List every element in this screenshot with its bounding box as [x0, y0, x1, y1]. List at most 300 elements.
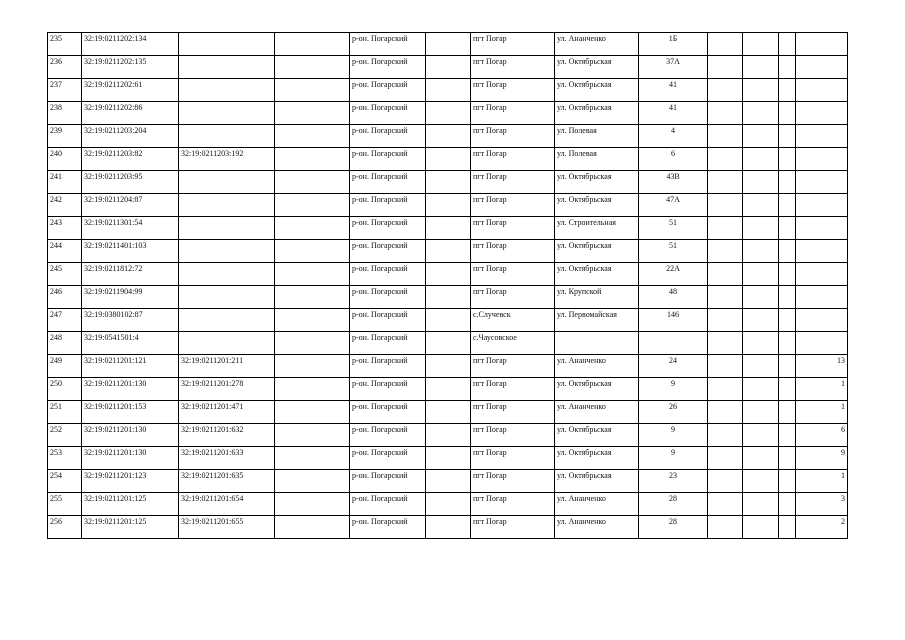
street-cell: ул. Ананченко	[555, 493, 639, 516]
extra-number-cell	[796, 125, 848, 148]
related-cadastral-number-cell	[179, 102, 275, 125]
locality-cell: пгт Погар	[471, 102, 555, 125]
cadastral-number-cell: 32:19:0211904:99	[82, 286, 179, 309]
empty-cell	[779, 125, 796, 148]
house-number-cell: 9	[639, 378, 708, 401]
empty-cell	[779, 355, 796, 378]
cadastral-number-cell: 32:19:0211203:204	[82, 125, 179, 148]
empty-cell	[275, 355, 350, 378]
locality-cell: пгт Погар	[471, 286, 555, 309]
table-row	[48, 148, 848, 171]
related-cadastral-number-cell	[179, 125, 275, 148]
empty-cell	[275, 424, 350, 447]
empty-cell	[779, 286, 796, 309]
house-number-cell: 24	[639, 355, 708, 378]
house-number-cell: 47А	[639, 194, 708, 217]
house-number-cell: 37А	[639, 56, 708, 79]
district-cell: р-он. Погарский	[350, 171, 426, 194]
related-cadastral-number-cell: 32:19:0211201:633	[179, 447, 275, 470]
empty-cell	[708, 194, 743, 217]
extra-number-cell: 2	[796, 516, 848, 539]
house-number-cell: 23	[639, 470, 708, 493]
cadastral-number-cell: 32:19:0211203:95	[82, 171, 179, 194]
empty-cell	[426, 424, 471, 447]
cadastral-number-cell: 32:19:0541501:4	[82, 332, 179, 355]
related-cadastral-number-cell: 32:19:0211201:632	[179, 424, 275, 447]
empty-cell	[779, 263, 796, 286]
empty-cell	[426, 286, 471, 309]
table-row	[48, 56, 848, 79]
empty-cell	[708, 217, 743, 240]
locality-cell: пгт Погар	[471, 401, 555, 424]
related-cadastral-number-cell	[179, 33, 275, 56]
district-cell: р-он. Погарский	[350, 79, 426, 102]
empty-cell	[426, 102, 471, 125]
locality-cell: пгт Погар	[471, 125, 555, 148]
empty-cell	[743, 56, 779, 79]
empty-cell	[426, 470, 471, 493]
street-cell: ул. Ананченко	[555, 355, 639, 378]
row-number-cell: 236	[48, 56, 82, 79]
related-cadastral-number-cell	[179, 240, 275, 263]
street-cell: ул. Ананченко	[555, 516, 639, 539]
district-cell: р-он. Погарский	[350, 355, 426, 378]
empty-cell	[743, 286, 779, 309]
related-cadastral-number-cell	[179, 217, 275, 240]
table-row	[48, 33, 848, 56]
table-row	[48, 516, 848, 539]
empty-cell	[743, 470, 779, 493]
empty-cell	[426, 401, 471, 424]
table-row	[48, 355, 848, 378]
house-number-cell: 43В	[639, 171, 708, 194]
empty-cell	[779, 447, 796, 470]
empty-cell	[743, 125, 779, 148]
house-number-cell: 41	[639, 102, 708, 125]
empty-cell	[708, 493, 743, 516]
extra-number-cell	[796, 56, 848, 79]
locality-cell: пгт Погар	[471, 447, 555, 470]
related-cadastral-number-cell	[179, 56, 275, 79]
locality-cell: с.Случевск	[471, 309, 555, 332]
house-number-cell: 41	[639, 79, 708, 102]
table-row	[48, 401, 848, 424]
empty-cell	[743, 263, 779, 286]
empty-cell	[708, 401, 743, 424]
extra-number-cell	[796, 79, 848, 102]
empty-cell	[743, 240, 779, 263]
empty-cell	[743, 401, 779, 424]
empty-cell	[275, 240, 350, 263]
row-number-cell: 246	[48, 286, 82, 309]
table-row	[48, 240, 848, 263]
cadastral-number-cell: 32:19:0211401:103	[82, 240, 179, 263]
empty-cell	[426, 194, 471, 217]
cadastral-number-cell: 32:19:0211201:130	[82, 447, 179, 470]
table-row	[48, 102, 848, 125]
locality-cell: пгт Погар	[471, 470, 555, 493]
extra-number-cell	[796, 102, 848, 125]
street-cell: ул. Октябрьская	[555, 194, 639, 217]
locality-cell: пгт Погар	[471, 424, 555, 447]
related-cadastral-number-cell: 32:19:0211201:654	[179, 493, 275, 516]
house-number-cell: 146	[639, 309, 708, 332]
empty-cell	[708, 332, 743, 355]
table-row	[48, 79, 848, 102]
empty-cell	[275, 401, 350, 424]
house-number-cell: 26	[639, 401, 708, 424]
locality-cell: пгт Погар	[471, 493, 555, 516]
cadastral-number-cell: 32:19:0211301:54	[82, 217, 179, 240]
extra-number-cell	[796, 309, 848, 332]
empty-cell	[708, 33, 743, 56]
house-number-cell: 9	[639, 447, 708, 470]
empty-cell	[743, 171, 779, 194]
extra-number-cell	[796, 286, 848, 309]
table-row	[48, 194, 848, 217]
district-cell: р-он. Погарский	[350, 516, 426, 539]
district-cell: р-он. Погарский	[350, 240, 426, 263]
empty-cell	[708, 424, 743, 447]
row-number-cell: 237	[48, 79, 82, 102]
cadastral-number-cell: 32:19:0211202:61	[82, 79, 179, 102]
district-cell: р-он. Погарский	[350, 309, 426, 332]
cadastral-number-cell: 32:19:0211204:87	[82, 194, 179, 217]
house-number-cell: 9	[639, 424, 708, 447]
empty-cell	[275, 79, 350, 102]
empty-cell	[708, 79, 743, 102]
empty-cell	[743, 424, 779, 447]
empty-cell	[743, 148, 779, 171]
empty-cell	[779, 309, 796, 332]
house-number-cell: 4	[639, 125, 708, 148]
empty-cell	[743, 33, 779, 56]
street-cell: ул. Ананченко	[555, 401, 639, 424]
row-number-cell: 256	[48, 516, 82, 539]
empty-cell	[275, 217, 350, 240]
empty-cell	[743, 493, 779, 516]
empty-cell	[708, 125, 743, 148]
row-number-cell: 251	[48, 401, 82, 424]
empty-cell	[743, 378, 779, 401]
district-cell: р-он. Погарский	[350, 332, 426, 355]
empty-cell	[275, 263, 350, 286]
empty-cell	[743, 309, 779, 332]
empty-cell	[708, 286, 743, 309]
empty-cell	[779, 217, 796, 240]
district-cell: р-он. Погарский	[350, 102, 426, 125]
table-row	[48, 424, 848, 447]
row-number-cell: 242	[48, 194, 82, 217]
extra-number-cell	[796, 171, 848, 194]
empty-cell	[426, 447, 471, 470]
empty-cell	[275, 309, 350, 332]
locality-cell: пгт Погар	[471, 79, 555, 102]
extra-number-cell	[796, 148, 848, 171]
cadastral-number-cell: 32:19:0211201:125	[82, 516, 179, 539]
row-number-cell: 248	[48, 332, 82, 355]
house-number-cell: 6	[639, 148, 708, 171]
table-row	[48, 217, 848, 240]
empty-cell	[275, 493, 350, 516]
cadastral-number-cell: 32:19:0211812:72	[82, 263, 179, 286]
table-row	[48, 171, 848, 194]
locality-cell: пгт Погар	[471, 171, 555, 194]
extra-number-cell: 1	[796, 378, 848, 401]
empty-cell	[708, 309, 743, 332]
empty-cell	[779, 102, 796, 125]
row-number-cell: 252	[48, 424, 82, 447]
street-cell: ул. Крупской	[555, 286, 639, 309]
related-cadastral-number-cell	[179, 79, 275, 102]
empty-cell	[275, 286, 350, 309]
empty-cell	[779, 33, 796, 56]
table-row	[48, 470, 848, 493]
empty-cell	[743, 447, 779, 470]
related-cadastral-number-cell	[179, 286, 275, 309]
house-number-cell: 28	[639, 516, 708, 539]
house-number-cell	[639, 332, 708, 355]
row-number-cell: 247	[48, 309, 82, 332]
empty-cell	[779, 424, 796, 447]
street-cell: ул. Полевая	[555, 125, 639, 148]
row-number-cell: 249	[48, 355, 82, 378]
empty-cell	[743, 332, 779, 355]
district-cell: р-он. Погарский	[350, 424, 426, 447]
extra-number-cell: 3	[796, 493, 848, 516]
empty-cell	[743, 79, 779, 102]
empty-cell	[426, 148, 471, 171]
locality-cell: с.Чаусовское	[471, 332, 555, 355]
street-cell: ул. Полевая	[555, 148, 639, 171]
extra-number-cell: 13	[796, 355, 848, 378]
street-cell: ул. Октябрьская	[555, 447, 639, 470]
district-cell: р-он. Погарский	[350, 263, 426, 286]
locality-cell: пгт Погар	[471, 56, 555, 79]
locality-cell: пгт Погар	[471, 263, 555, 286]
related-cadastral-number-cell	[179, 171, 275, 194]
empty-cell	[275, 171, 350, 194]
extra-number-cell	[796, 217, 848, 240]
row-number-cell: 240	[48, 148, 82, 171]
table-row	[48, 332, 848, 355]
registry-table-body	[48, 33, 848, 539]
empty-cell	[426, 79, 471, 102]
cadastral-number-cell: 32:19:0211201:130	[82, 424, 179, 447]
empty-cell	[275, 125, 350, 148]
table-row	[48, 286, 848, 309]
empty-cell	[426, 56, 471, 79]
extra-number-cell: 1	[796, 470, 848, 493]
empty-cell	[275, 447, 350, 470]
empty-cell	[779, 240, 796, 263]
locality-cell: пгт Погар	[471, 355, 555, 378]
empty-cell	[708, 240, 743, 263]
empty-cell	[275, 102, 350, 125]
empty-cell	[426, 171, 471, 194]
cadastral-number-cell: 32:19:0211202:135	[82, 56, 179, 79]
empty-cell	[708, 263, 743, 286]
cadastral-number-cell: 32:19:0211201:153	[82, 401, 179, 424]
locality-cell: пгт Погар	[471, 33, 555, 56]
locality-cell: пгт Погар	[471, 217, 555, 240]
district-cell: р-он. Погарский	[350, 378, 426, 401]
locality-cell: пгт Погар	[471, 148, 555, 171]
related-cadastral-number-cell: 32:19:0211201:655	[179, 516, 275, 539]
cadastral-number-cell: 32:19:0211203:82	[82, 148, 179, 171]
row-number-cell: 250	[48, 378, 82, 401]
cadastral-number-cell: 32:19:0211201:125	[82, 493, 179, 516]
empty-cell	[275, 516, 350, 539]
district-cell: р-он. Погарский	[350, 194, 426, 217]
empty-cell	[275, 33, 350, 56]
empty-cell	[275, 378, 350, 401]
extra-number-cell: 9	[796, 447, 848, 470]
district-cell: р-он. Погарский	[350, 33, 426, 56]
empty-cell	[743, 516, 779, 539]
extra-number-cell	[796, 332, 848, 355]
row-number-cell: 253	[48, 447, 82, 470]
property-registry-table	[47, 32, 848, 539]
street-cell: ул. Ананченко	[555, 33, 639, 56]
empty-cell	[743, 194, 779, 217]
empty-cell	[708, 102, 743, 125]
empty-cell	[426, 217, 471, 240]
cadastral-number-cell: 32:19:0211201:121	[82, 355, 179, 378]
empty-cell	[426, 240, 471, 263]
empty-cell	[708, 355, 743, 378]
empty-cell	[743, 102, 779, 125]
row-number-cell: 255	[48, 493, 82, 516]
empty-cell	[708, 171, 743, 194]
row-number-cell: 245	[48, 263, 82, 286]
related-cadastral-number-cell	[179, 194, 275, 217]
table-row	[48, 493, 848, 516]
row-number-cell: 241	[48, 171, 82, 194]
row-number-cell: 235	[48, 33, 82, 56]
related-cadastral-number-cell	[179, 263, 275, 286]
empty-cell	[426, 355, 471, 378]
district-cell: р-он. Погарский	[350, 493, 426, 516]
row-number-cell: 239	[48, 125, 82, 148]
extra-number-cell	[796, 263, 848, 286]
street-cell	[555, 332, 639, 355]
cadastral-number-cell: 32:19:0380102:87	[82, 309, 179, 332]
locality-cell: пгт Погар	[471, 240, 555, 263]
extra-number-cell: 1	[796, 401, 848, 424]
cadastral-number-cell: 32:19:0211201:123	[82, 470, 179, 493]
extra-number-cell	[796, 33, 848, 56]
empty-cell	[779, 79, 796, 102]
related-cadastral-number-cell: 32:19:0211201:635	[179, 470, 275, 493]
table-row	[48, 378, 848, 401]
related-cadastral-number-cell	[179, 332, 275, 355]
empty-cell	[743, 217, 779, 240]
street-cell: ул. Октябрьская	[555, 240, 639, 263]
street-cell: ул. Октябрьская	[555, 378, 639, 401]
extra-number-cell	[796, 240, 848, 263]
district-cell: р-он. Погарский	[350, 217, 426, 240]
cadastral-number-cell: 32:19:0211202:86	[82, 102, 179, 125]
row-number-cell: 243	[48, 217, 82, 240]
district-cell: р-он. Погарский	[350, 148, 426, 171]
empty-cell	[779, 493, 796, 516]
house-number-cell: 51	[639, 240, 708, 263]
street-cell: ул. Октябрьская	[555, 263, 639, 286]
table-row	[48, 125, 848, 148]
house-number-cell: 22А	[639, 263, 708, 286]
empty-cell	[708, 378, 743, 401]
district-cell: р-он. Погарский	[350, 470, 426, 493]
empty-cell	[275, 194, 350, 217]
locality-cell: пгт Погар	[471, 516, 555, 539]
related-cadastral-number-cell: 32:19:0211201:471	[179, 401, 275, 424]
empty-cell	[426, 516, 471, 539]
locality-cell: пгт Погар	[471, 194, 555, 217]
empty-cell	[779, 56, 796, 79]
empty-cell	[426, 309, 471, 332]
district-cell: р-он. Погарский	[350, 56, 426, 79]
empty-cell	[426, 378, 471, 401]
empty-cell	[275, 148, 350, 171]
street-cell: ул. Октябрьская	[555, 102, 639, 125]
cadastral-number-cell: 32:19:0211201:130	[82, 378, 179, 401]
district-cell: р-он. Погарский	[350, 286, 426, 309]
street-cell: ул. Строительная	[555, 217, 639, 240]
district-cell: р-он. Погарский	[350, 401, 426, 424]
empty-cell	[708, 447, 743, 470]
empty-cell	[779, 516, 796, 539]
empty-cell	[743, 355, 779, 378]
related-cadastral-number-cell	[179, 309, 275, 332]
house-number-cell: 48	[639, 286, 708, 309]
house-number-cell: 28	[639, 493, 708, 516]
empty-cell	[779, 332, 796, 355]
table-row	[48, 309, 848, 332]
empty-cell	[708, 516, 743, 539]
street-cell: ул. Октябрьская	[555, 470, 639, 493]
empty-cell	[426, 33, 471, 56]
empty-cell	[779, 378, 796, 401]
empty-cell	[275, 56, 350, 79]
empty-cell	[708, 56, 743, 79]
empty-cell	[708, 148, 743, 171]
district-cell: р-он. Погарский	[350, 125, 426, 148]
empty-cell	[779, 194, 796, 217]
empty-cell	[426, 493, 471, 516]
extra-number-cell	[796, 194, 848, 217]
table-row	[48, 263, 848, 286]
street-cell: ул. Октябрьская	[555, 424, 639, 447]
street-cell: ул. Октябрьская	[555, 56, 639, 79]
related-cadastral-number-cell: 32:19:0211201:211	[179, 355, 275, 378]
street-cell: ул. Октябрьская	[555, 171, 639, 194]
table-row	[48, 447, 848, 470]
empty-cell	[275, 332, 350, 355]
empty-cell	[779, 148, 796, 171]
empty-cell	[426, 332, 471, 355]
empty-cell	[779, 171, 796, 194]
locality-cell: пгт Погар	[471, 378, 555, 401]
row-number-cell: 254	[48, 470, 82, 493]
cadastral-number-cell: 32:19:0211202:134	[82, 33, 179, 56]
empty-cell	[426, 125, 471, 148]
related-cadastral-number-cell: 32:19:0211201:278	[179, 378, 275, 401]
empty-cell	[708, 470, 743, 493]
street-cell: ул. Первомайская	[555, 309, 639, 332]
house-number-cell: 51	[639, 217, 708, 240]
row-number-cell: 238	[48, 102, 82, 125]
